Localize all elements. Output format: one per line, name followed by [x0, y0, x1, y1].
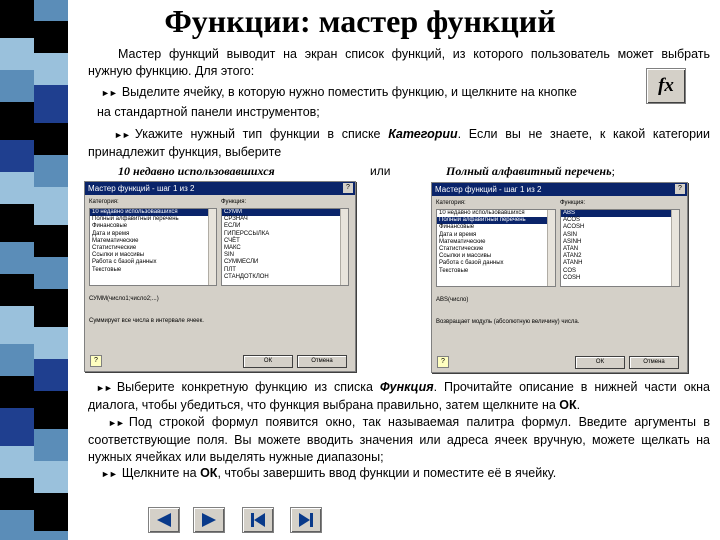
function-description: Суммирует все числа в интервале ячеек.: [89, 318, 204, 324]
stripe-block: [34, 187, 68, 225]
category-list[interactable]: [436, 209, 556, 287]
caption-or: или: [370, 164, 391, 178]
category-item[interactable]: Текстовые: [92, 266, 122, 273]
stripe-block: [34, 391, 68, 429]
help-icon[interactable]: ?: [343, 183, 353, 193]
last-icon: [297, 512, 315, 528]
function-item[interactable]: ABS: [561, 210, 679, 217]
category-item[interactable]: Статистические: [439, 246, 484, 253]
function-item[interactable]: ЕСЛИ: [224, 223, 241, 230]
step-1-continued: на стандартной панели инструментов;: [97, 105, 320, 119]
cancel-button[interactable]: Отмена: [629, 356, 679, 369]
function-item[interactable]: ГИПЕРССЫЛКА: [224, 230, 270, 237]
prev-icon: [155, 512, 173, 528]
step-4: ►► Под строкой формул появится окно, так называемая палитра формул. Введите аргументы в соответствующие поля. Вы можете вводить значения или адреса ячеек вручную, можете щелкать на нужных ячейках или выделять нужные диапазоны;: [88, 415, 710, 464]
category-item[interactable]: Ссылки и массивы: [92, 252, 145, 259]
category-item[interactable]: Математические: [439, 238, 486, 245]
function-syntax: СУММ(число1;число2;...): [89, 296, 159, 302]
category-item[interactable]: Математические: [92, 237, 139, 244]
stripe-block: [0, 204, 34, 242]
function-item[interactable]: COSH: [563, 274, 581, 281]
office-assistant-icon[interactable]: ?: [90, 355, 102, 367]
stripe-block: [34, 461, 68, 493]
first-slide-button[interactable]: [242, 507, 274, 533]
category-item[interactable]: Дата и время: [439, 231, 477, 238]
intro-text: Мастер функций выводит на экран список функций, из которого пользователь может выбрать нужную функцию. Для этого:: [88, 47, 710, 78]
function-item[interactable]: ПЛТ: [224, 266, 236, 273]
category-item[interactable]: Ссылки и массивы: [439, 253, 492, 260]
function-item[interactable]: СУММ: [222, 209, 348, 216]
first-icon: [249, 512, 267, 528]
page-title: Функции: мастер функций: [164, 3, 556, 39]
stripe-block: [0, 376, 34, 408]
function-syntax: ABS(число): [436, 297, 469, 303]
stripe-block: [0, 478, 34, 510]
category-item[interactable]: Текстовые: [439, 267, 469, 274]
stripe-block: [0, 38, 34, 70]
function-list[interactable]: [560, 209, 680, 287]
function-item[interactable]: ATAN: [563, 246, 579, 253]
function-item[interactable]: SIN: [224, 252, 235, 259]
step-3: ►► Выберите конкретную функцию из списка Функция. Прочитайте описание в нижней части окна диалога, чтобы убедиться, что функция выбрана правильно, затем щелкните на ОК.: [88, 380, 711, 412]
bullet-icon: ►►: [101, 469, 117, 479]
function-description: Возвращает модуль (абсолютную величину) числа.: [436, 319, 580, 325]
function-item[interactable]: ACOS: [563, 217, 581, 224]
stripe-block: [0, 242, 34, 274]
scrollbar[interactable]: [671, 210, 679, 286]
next-icon: [200, 512, 218, 528]
stripe-block: [34, 257, 68, 289]
function-item[interactable]: СЧЁТ: [224, 237, 240, 244]
ok-button[interactable]: ОК: [575, 356, 625, 369]
step-5: ►► Щелкните на ОК, чтобы завершить ввод функции и поместите её в ячейку.: [101, 466, 557, 480]
scrollbar[interactable]: [547, 210, 555, 286]
function-item[interactable]: ASIN: [563, 231, 578, 238]
stripe-block: [34, 123, 68, 155]
stripe-block: [0, 306, 34, 344]
last-slide-button[interactable]: [290, 507, 322, 533]
bullet-icon: ►►: [101, 88, 117, 98]
function-item[interactable]: ATAN2: [563, 253, 582, 260]
category-label: Категория:: [436, 200, 466, 206]
caption-recent: 10 недавно использовавшихся: [118, 164, 275, 178]
stripe-block: [0, 510, 34, 540]
stripe-block: [0, 446, 34, 478]
function-item[interactable]: СУММЕСЛИ: [224, 259, 259, 266]
category-item[interactable]: Полный алфавитный перечень: [437, 217, 555, 224]
function-label: Функция:: [560, 200, 586, 206]
function-item[interactable]: ASINH: [563, 238, 582, 245]
category-item[interactable]: Работа с базой данных: [439, 260, 504, 267]
step-1: ►► Выделите ячейку, в которую нужно поместить функцию, и щелкните на кнопке: [101, 85, 577, 99]
help-icon[interactable]: ?: [675, 184, 685, 194]
function-item[interactable]: ACOSH: [563, 224, 585, 231]
office-assistant-icon[interactable]: ?: [437, 356, 449, 368]
bullet-icon: ►►: [114, 130, 130, 140]
stripe-block: [34, 429, 68, 461]
category-item[interactable]: 10 недавно использовавшихся: [90, 209, 216, 216]
category-item[interactable]: Дата и время: [92, 230, 130, 237]
function-item[interactable]: СТАНДОТКЛОН: [224, 273, 269, 280]
function-list[interactable]: [221, 208, 349, 286]
category-label: Категория:: [89, 199, 119, 205]
category-item[interactable]: Работа с базой данных: [92, 259, 157, 266]
function-item[interactable]: ATANH: [563, 260, 583, 267]
stripe-block: [0, 70, 34, 102]
category-item[interactable]: Финансовые: [439, 224, 475, 231]
stripe-block: [34, 225, 68, 257]
bullet-icon: ►►: [108, 418, 124, 428]
stripe-block: [0, 172, 34, 204]
caption-alphabetical: Полный алфавитный перечень;: [446, 164, 615, 178]
stripe-block: [0, 102, 34, 140]
category-list[interactable]: [89, 208, 217, 286]
stripe-block: [34, 327, 68, 359]
category-item[interactable]: Полный алфавитный перечень: [92, 216, 179, 223]
decorative-stripe: [0, 0, 68, 540]
stripe-block: [34, 359, 68, 391]
step-2: ►► Укажите нужный тип функции в списке Категории. Если вы не знаете, к какой категории принадлежит функция, выберите: [88, 127, 710, 159]
bullet-icon: ►►: [96, 383, 112, 393]
category-item[interactable]: 10 недавно использовавшихся: [439, 210, 525, 216]
category-item[interactable]: Статистические: [92, 245, 137, 252]
stripe-block: [34, 53, 68, 85]
cancel-button[interactable]: Отмена: [297, 355, 347, 368]
next-slide-button[interactable]: [193, 507, 225, 533]
insert-function-fx-icon[interactable]: fx: [646, 68, 686, 104]
stripe-block: [34, 289, 68, 327]
function-wizard-dialog-alphabetical: [431, 182, 688, 373]
stripe-block: [0, 140, 34, 172]
function-item[interactable]: МАКС: [224, 245, 241, 252]
function-item[interactable]: COS: [563, 267, 577, 274]
stripe-block: [34, 493, 68, 531]
scrollbar[interactable]: [208, 209, 216, 285]
stripe-block: [34, 531, 68, 540]
dialog-title: Мастер функций - шаг 1 из 2 ?: [85, 182, 355, 195]
scrollbar[interactable]: [340, 209, 348, 285]
function-item[interactable]: СРЗНАЧ: [224, 216, 248, 223]
dialog-title: Мастер функций - шаг 1 из 2 ?: [432, 183, 687, 196]
stripe-block: [34, 85, 68, 123]
stripe-block: [0, 274, 34, 306]
prev-slide-button[interactable]: [148, 507, 180, 533]
stripe-block: [0, 408, 34, 446]
category-item[interactable]: Финансовые: [92, 223, 128, 230]
function-label: Функция:: [221, 199, 247, 205]
function-wizard-dialog-recent: [84, 181, 356, 372]
stripe-block: [34, 155, 68, 187]
stripe-block: [0, 344, 34, 376]
ok-button[interactable]: ОК: [243, 355, 293, 368]
